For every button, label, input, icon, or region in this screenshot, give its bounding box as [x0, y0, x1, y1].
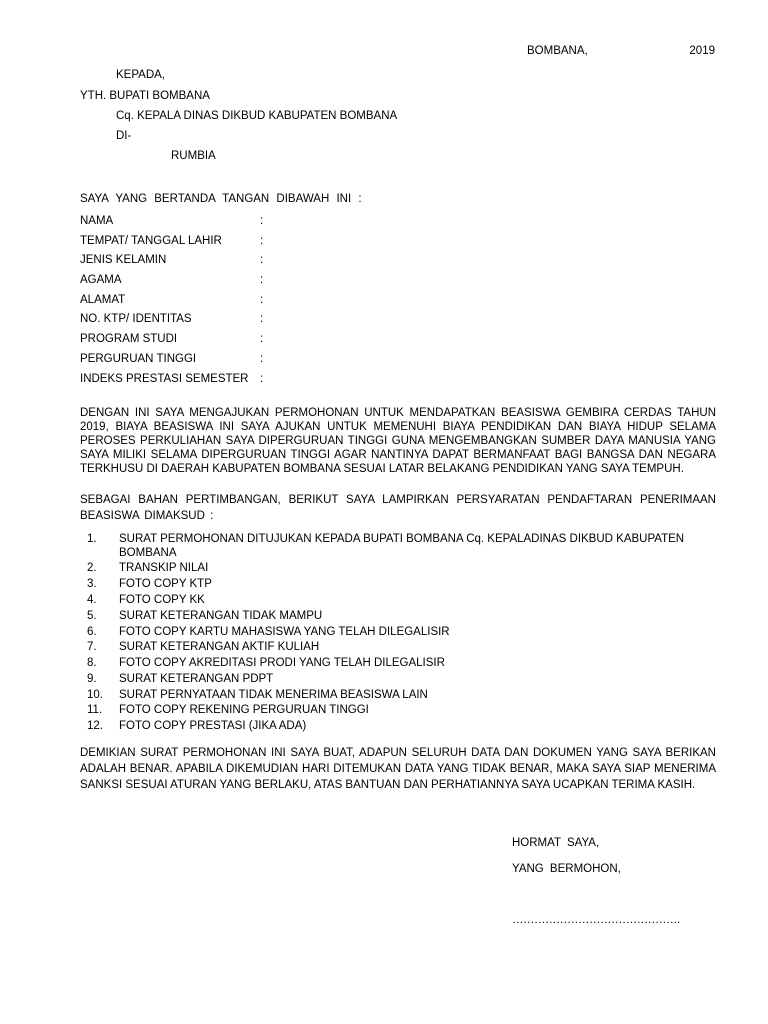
field-label: PERGURUAN TINGGI — [80, 352, 197, 365]
item-number: 10. — [87, 688, 103, 701]
item-text: FOTO COPY AKREDITASI PRODI YANG TELAH DILEGALISIR — [119, 657, 445, 670]
item-text: FOTO COPY REKENING PERGURUAN TINGGI — [119, 704, 369, 717]
place-name: BOMBANA, — [527, 45, 588, 57]
recipient-di: DI- — [116, 130, 132, 142]
kepada-label: KEPADA, — [116, 69, 165, 81]
place-date-line — [527, 44, 715, 59]
list-item — [80, 533, 716, 560]
item-text: FOTO COPY KARTU MAHASISWA YANG TELAH DILEGALISIR — [119, 625, 450, 638]
requirements-list — [80, 533, 716, 736]
item-number: 3. — [87, 578, 97, 591]
field-label: INDEKS PRESTASI SEMESTER — [80, 372, 249, 385]
item-number: 5. — [87, 609, 97, 622]
item-number: 2. — [87, 562, 97, 575]
item-number: 1. — [87, 533, 97, 545]
item-text: FOTO COPY KK — [119, 593, 205, 606]
field-label: JENIS KELAMIN — [80, 254, 167, 267]
item-text: FOTO COPY PRESTASI (JIKA ADA) — [119, 720, 307, 733]
field-colon: : — [260, 254, 264, 267]
item-number: 8. — [87, 657, 97, 670]
closing-paragraph: DEMIKIAN SURAT PERMOHONAN INI SAYA BUAT, ADAPUN SELURUH DATA DAN DOKUMEN YANG SAYA BERIKAN ADALAH BENAR. APABILA DIKEMUDIAN HARI DITEMUKAN DATA YANG TIDAK BENAR, MAKA SAYA SIAP MENERIMA SANKSI SESUAI ATURAN YANG BERLAKU, ATAS BANTUAN DAN PERHATIANNYA SAYA UCAPKAN TERIMA KASIH. — [80, 747, 716, 791]
recipient-city: RUMBIA — [171, 150, 216, 162]
recipient-department: Cq. KEPALA DINAS DIKBUD KABUPATEN BOMBANA — [116, 110, 398, 122]
list-item — [80, 626, 716, 640]
field-colon: : — [260, 293, 264, 306]
item-number: 4. — [87, 593, 97, 606]
list-item — [80, 704, 716, 718]
list-item — [80, 594, 716, 608]
list-item — [80, 610, 716, 624]
list-item — [80, 641, 716, 655]
list-item — [80, 673, 716, 687]
list-item — [80, 689, 716, 703]
field-label: PROGRAM STUDI — [80, 333, 178, 346]
field-label: TEMPAT/ TANGGAL LAHIR — [80, 234, 222, 247]
item-number: 6. — [87, 625, 97, 638]
recipient-regent: YTH. BUPATI BOMBANA — [80, 90, 210, 102]
item-text: TRANSKIP NILAI — [119, 562, 209, 575]
letter-year: 2019 — [689, 45, 715, 57]
field-colon: : — [260, 372, 264, 385]
attachment-intro-paragraph: SEBAGAI BAHAN PERTIMBANGAN, BERIKUT SAYA LAMPIRKAN PERSYARATAN PENDAFTARAN PENERIMAAN BEASISWA DIMAKSUD : — [80, 494, 716, 522]
regards-label: HORMAT SAYA, — [512, 837, 600, 849]
list-item — [80, 657, 716, 671]
item-text: SURAT PERMOHONAN DITUJUKAN KEPADA BUPATI BOMBANA Cq. KEPALADINAS DIKBUD KABUPATEN BOMBANA — [119, 533, 685, 559]
item-number: 11. — [87, 704, 103, 717]
field-label: ALAMAT — [80, 293, 126, 306]
item-number: 12. — [87, 720, 103, 733]
item-text: SURAT KETERANGAN PDPT — [119, 672, 274, 685]
intro-statement: SAYA YANG BERTANDA TANGAN DIBAWAH INI : — [80, 193, 362, 205]
item-number: 7. — [87, 641, 97, 654]
field-colon: : — [260, 274, 264, 287]
field-label: NO. KTP/ IDENTITAS — [80, 313, 192, 326]
field-colon: : — [260, 215, 264, 227]
item-text: FOTO COPY KTP — [119, 578, 212, 591]
applicant-label: YANG BERMOHON, — [512, 863, 621, 875]
field-colon: : — [260, 234, 264, 247]
list-item — [80, 720, 716, 734]
field-colon: : — [260, 313, 264, 326]
list-item — [80, 578, 716, 592]
item-number: 9. — [87, 672, 97, 685]
application-paragraph: DENGAN INI SAYA MENGAJUKAN PERMOHONAN UNTUK MENDAPATKAN BEASISWA GEMBIRA CERDAS TAHUN 2019, BIAYA BEASISWA INI SAYA AJUKAN UNTUK MEMENUHI BIAYA PENDIDIKAN DAN BIAYA HIDUP SELAMA PEROSES PERKULIAHAN SAYA DIPERGURUAN TINGGI GUNA MENGEMBANGKAN SUMBER DAYA MANUSIA YANG SAYA MILIKI SELAMA DIPERGURUAN TINGGI AGAR NANTINYA DAPAT BERMANFAAT BAGI BANGSA DAN NEGARA TERKHUSU DI DAERAH KABUPATEN BOMBANA SESUAI LATAR BELAKANG PENDIDIKAN YANG SAYA TEMPUH. — [80, 407, 716, 475]
item-text: SURAT KETERANGAN AKTIF KULIAH — [119, 641, 320, 654]
item-text: SURAT KETERANGAN TIDAK MAMPU — [119, 609, 323, 622]
field-label: NAMA — [80, 215, 114, 227]
field-label: AGAMA — [80, 274, 122, 287]
item-text: SURAT PERNYATAAN TIDAK MENERIMA BEASISWA LAIN — [119, 688, 428, 701]
field-colon: : — [260, 352, 264, 365]
field-colon: : — [260, 333, 264, 346]
list-item — [80, 562, 716, 576]
signature-line: ………………………………………. — [512, 914, 680, 926]
